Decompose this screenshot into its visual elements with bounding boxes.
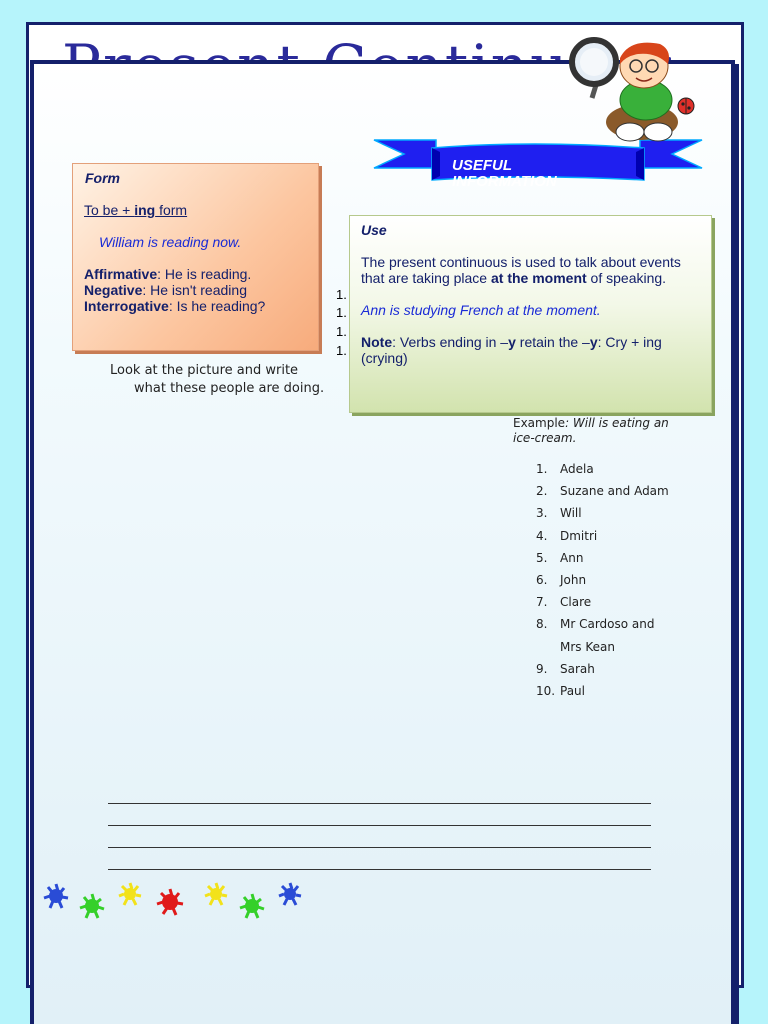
list-item — [536, 680, 676, 702]
list-number: 5. — [536, 550, 548, 565]
list-name: Suzane and Adam — [560, 484, 669, 499]
note-text-2: retain the – — [515, 334, 590, 350]
stray-number: 1. — [336, 343, 347, 358]
list-number: 4. — [536, 528, 548, 543]
list-item — [536, 458, 676, 480]
stray-number: 1. — [336, 305, 347, 320]
use-description — [361, 254, 706, 286]
interrogative-text: : Is he reading? — [168, 298, 266, 314]
list-item — [536, 480, 676, 502]
list-number: 6. — [536, 573, 548, 588]
instructions-line-2: what these people are doing. — [134, 381, 325, 396]
list-item — [536, 569, 676, 591]
list-number: 10. — [536, 684, 556, 699]
list-number: 9. — [536, 661, 548, 676]
affirmative-text: : He is reading. — [157, 266, 252, 282]
banner-label: USEFUL INFORMATION — [452, 157, 557, 190]
note-y-1: y — [508, 334, 516, 350]
list-item — [536, 658, 676, 680]
list-name: Adela — [560, 462, 594, 476]
form-example: William is reading now. — [99, 234, 242, 250]
instructions-line-1: Look at the picture and write — [110, 363, 299, 378]
list-number: 3. — [536, 506, 548, 521]
affirmative-label: Affirmative — [84, 266, 158, 282]
use-example: Ann is studying French at the moment. — [361, 302, 601, 318]
list-item — [536, 591, 676, 613]
boy-with-magnifier-illustration — [560, 36, 704, 142]
list-item — [536, 525, 676, 547]
form-structure-prefix: To be + — [84, 202, 135, 218]
list-name: Clare — [560, 595, 592, 610]
note-text-3: : Cry + ing (crying) — [361, 334, 662, 366]
use-text-1: The present continuous is used to talk about events that are taking place — [361, 254, 681, 286]
list-item — [536, 613, 676, 657]
list-name: Mr Cardoso and Mrs Kean — [560, 617, 655, 654]
list-name: Dmitri — [560, 528, 598, 543]
list-number: 1. — [536, 462, 548, 476]
list-number: 2. — [536, 484, 548, 499]
stray-number: 1. — [336, 287, 347, 302]
list-name: Paul — [560, 684, 585, 699]
list-name: Ann — [560, 550, 584, 565]
form-heading: Form — [85, 170, 120, 186]
negative-text: : He isn't reading — [142, 282, 247, 298]
answer-line[interactable] — [108, 825, 651, 826]
interrogative-label: Interrogative — [84, 298, 169, 314]
example-label: Example — [513, 416, 566, 430]
answer-line[interactable] — [108, 869, 651, 870]
use-box — [349, 215, 712, 413]
use-note — [361, 334, 706, 366]
instructions — [110, 362, 332, 398]
negative-row — [84, 282, 247, 298]
negative-label: Negative — [84, 282, 143, 298]
form-structure-bold: ing — [134, 202, 156, 218]
example-sentence — [513, 416, 683, 446]
note-text-1: : Verbs ending in – — [392, 334, 509, 350]
list-item — [536, 502, 676, 524]
list-name: Sarah — [560, 661, 595, 676]
example-text: Will is eating an ice-cream. — [513, 416, 669, 445]
list-name: Will — [560, 506, 582, 521]
interrogative-row — [84, 298, 265, 314]
note-label: Note — [361, 334, 393, 350]
list-number: 7. — [536, 595, 548, 610]
use-text-bold: at the moment — [490, 270, 587, 286]
names-list — [536, 458, 676, 702]
list-name: John — [560, 573, 587, 588]
example-colon: : — [565, 416, 570, 430]
affirmative-row — [84, 266, 251, 282]
note-y-2: y — [589, 334, 598, 350]
form-structure — [84, 202, 187, 218]
use-text-2: of speaking. — [586, 270, 667, 286]
list-number: 8. — [536, 617, 548, 632]
use-heading: Use — [361, 222, 387, 238]
answer-line[interactable] — [108, 847, 651, 848]
list-item — [536, 547, 676, 569]
paint-splat-decorations — [40, 876, 310, 926]
stray-number: 1. — [336, 324, 347, 339]
form-box — [72, 163, 319, 351]
answer-line[interactable] — [108, 803, 651, 804]
form-structure-suffix: form — [155, 202, 188, 218]
